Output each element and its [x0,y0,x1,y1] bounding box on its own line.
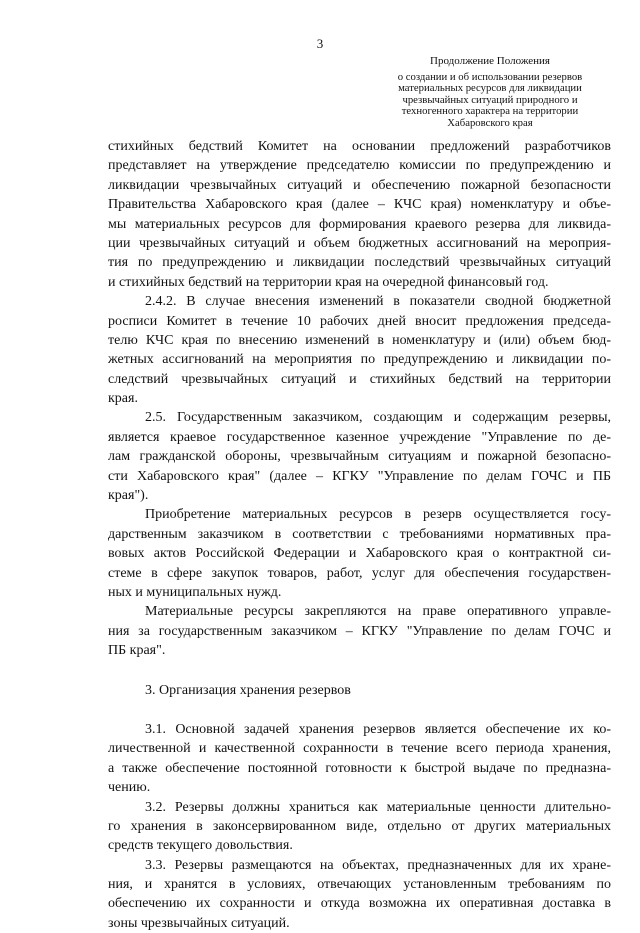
text-line: края"). [108,488,149,504]
text-line: следствий чрезвычайных ситуаций и стихийных бедствий на территории [108,371,611,387]
text-line: мы материальных ресурсов для формирования краевого резерва для ликвида- [108,216,611,232]
header-line: чрезвычайных ситуаций природного и [402,93,578,106]
text-line: представляет на утверждение председателю комиссии по предупреждению и [108,158,611,174]
text-line: 3.3. Резервы размещаются на объектах, предназначенных для их хране- [145,857,611,873]
document-header [368,56,612,129]
header-line: Хабаровского края [447,116,533,129]
text-line: ных и муниципальных нужд. [108,584,282,600]
text-line: является краевое государственное казенное учреждение "Управление по де- [108,429,611,445]
text-line: сти Хабаровского края" (далее – КГКУ "Управление по делам ГОЧС и ПБ [108,468,611,484]
text-line: го хранения в законсервированном виде, отдельно от других материальных [108,818,611,834]
text-line: края. [108,391,138,407]
document-body [108,137,611,933]
text-line: Правительства Хабаровского края (далее – КЧС края) номенклатуру и объе- [108,197,611,213]
text-line: стеме в сфере закупок товаров, работ, услуг для обеспечения государствен- [108,565,611,581]
text-line: средств текущего довольствия. [108,838,293,854]
text-line: росписи Комитет в течение 10 рабочих дней вносит предложения председа- [108,313,611,329]
text-line: 3.1. Основной задачей хранения резервов является обеспечение их ко- [145,721,611,737]
text-line: тия по предупреждению и ликвидации последствий чрезвычайных ситуаций [108,255,611,271]
page-number: 3 [316,36,324,51]
text-line: ния за государственным заказчиком – КГКУ "Управление по делам ГОЧС и [108,623,611,639]
text-line: зоны чрезвычайных ситуаций. [108,915,290,931]
text-line: 2.4.2. В случае внесения изменений в показатели сводной бюджетной [145,294,611,310]
text-line: а также обеспечение постоянной готовности к быстрой выдаче по предназна- [108,760,611,776]
text-line: телю КЧС края по внесению изменений в номенклатуру и (или) объем бюд- [108,332,611,348]
text-line: ции чрезвычайных ситуаций и объем бюджетных ассигнований на мероприя- [108,235,611,251]
text-line: жетных ассигнований на мероприятия по предупреждению и ликвидации по- [108,352,611,368]
text-line: Материальные ресурсы закрепляются на праве оперативного управле- [145,604,611,620]
header-line: материальных ресурсов для ликвидации [398,82,582,94]
text-line: ликвидации чрезвычайных ситуаций и обеспечению пожарной безопасности [108,177,611,193]
text-line: Приобретение материальных ресурсов в резерв осуществляется госу- [145,507,611,523]
text-line: дарственным заказчиком в соответствии с требованиями нормативных пра- [108,526,611,542]
text-line: вовых актов Российской Федерации и Хабаровского края о контрактной си- [108,546,611,562]
text-line: ния, и хранятся в условиях, отвечающих установленным требованиям по [108,877,611,893]
text-line: личественной и качественной сохранности в течение всего периода хранения, [108,741,611,757]
text-line: ПБ края". [108,643,166,659]
header-line: техногенного характера на территории [401,105,579,117]
text-line: стихийных бедствий Комитет на основании предложений разработчиков [108,139,611,154]
text-line: 2.5. Государственным заказчиком, создающим и содержащим резервы, [145,410,611,426]
text-line: чению. [108,780,151,796]
text-line: 3.2. Резервы должны храниться как материальные ценности длительно- [145,799,611,815]
section-heading: 3. Организация хранения резервов [145,682,351,698]
text-line: лам гражданской обороны, чрезвычайным ситуациям и пожарной безопасно- [108,449,611,465]
text-line: обеспечению их сохранности и откуда возможна их оперативная доставка в [108,896,611,912]
header-line: о создании и об использовании резервов [397,70,583,83]
header-title: Продолжение Положения [430,55,550,67]
text-line: и стихийных бедствий на территории края на очередной финансовый год. [108,274,549,290]
